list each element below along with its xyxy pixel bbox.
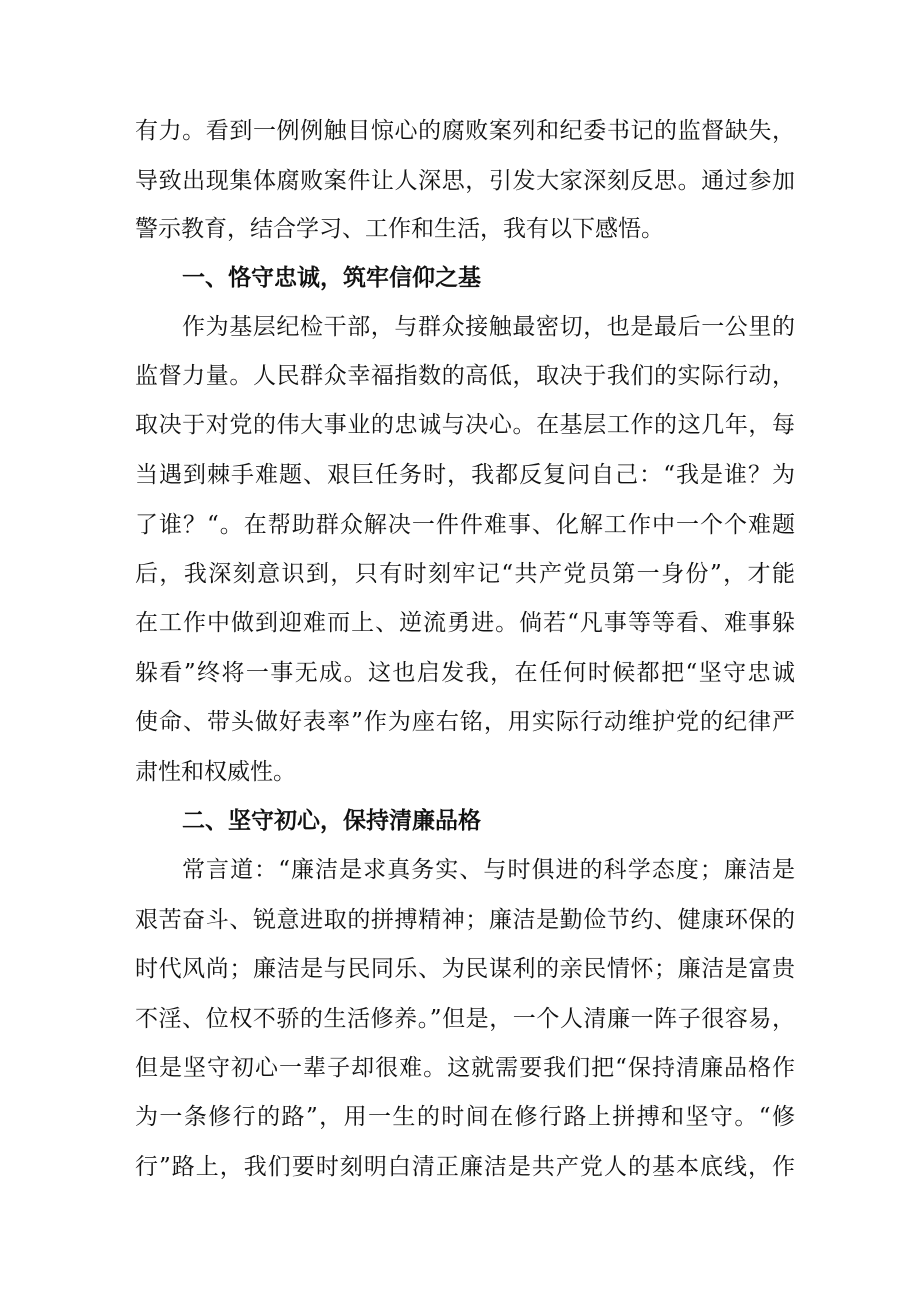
paragraph-line: 肃性和权威性。 [135,759,296,785]
paragraph-line: 监督力量。人民群众幸福指数的高低，取决于我们的实际行动， [135,363,795,389]
paragraph-line: 时代风尚；廉洁是与民同乐、为民谋利的亲民情怀；廉洁是富贵 [135,956,795,982]
paragraph-line: 警示教育，结合学习、工作和生活，我有以下感悟。 [135,216,664,242]
paragraph-line: 导致出现集体腐败案件让人深思，引发大家深刻反思。通过参加 [135,168,795,194]
section-heading-2: 二、坚守初心，保持清廉品格 [182,808,481,834]
paragraph-line: 为一条修行的路”，用一生的时间在修行路上拼搏和坚守。“修 [135,1104,795,1130]
paragraph-line: 了谁？“。在帮助群众解决一件件难事、化解工作中一个个难题 [135,512,795,538]
paragraph-line: 使命、带头做好表率”作为座右铭，用实际行动维护党的纪律严 [135,709,795,735]
paragraph-line: 后，我深刻意识到，只有时刻牢记“共产党员第一身份”，才能 [135,561,795,587]
paragraph-line: 有力。看到一例例触目惊心的腐败案列和纪委书记的监督缺失， [135,118,795,144]
paragraph-line: 但是坚守初心一辈子却很难。这就需要我们把“保持清廉品格作 [135,1055,795,1081]
paragraph-line: 艰苦奋斗、锐意进取的拼搏精神；廉洁是勤俭节约、健康环保的 [135,907,795,933]
section-heading-1: 一、恪守忠诚，筑牢信仰之基 [182,265,481,291]
paragraph-line: 不淫、位权不骄的生活修养。”但是，一个人清廉一阵子很容易， [135,1006,795,1032]
paragraph-line: 行”路上，我们要时刻明白清正廉洁是共产党人的基本底线，作 [135,1154,795,1180]
paragraph-line: 当遇到棘手难题、艰巨任务时，我都反复问自己：“我是谁？为 [135,462,795,488]
paragraph-line: 取决于对党的伟大事业的忠诚与决心。在基层工作的这几年，每 [135,412,795,438]
paragraph-line: 在工作中做到迎难而上、逆流勇进。倘若“凡事等等看、难事躲 [135,610,795,636]
paragraph-line: 躲看”终将一事无成。这也启发我，在任何时候都把“坚守忠诚 [135,660,795,686]
paragraph-line: 作为基层纪检干部，与群众接触最密切，也是最后一公里的 [182,314,795,340]
paragraph-line: 常言道：“廉洁是求真务实、与时俱进的科学态度；廉洁是 [182,857,795,883]
